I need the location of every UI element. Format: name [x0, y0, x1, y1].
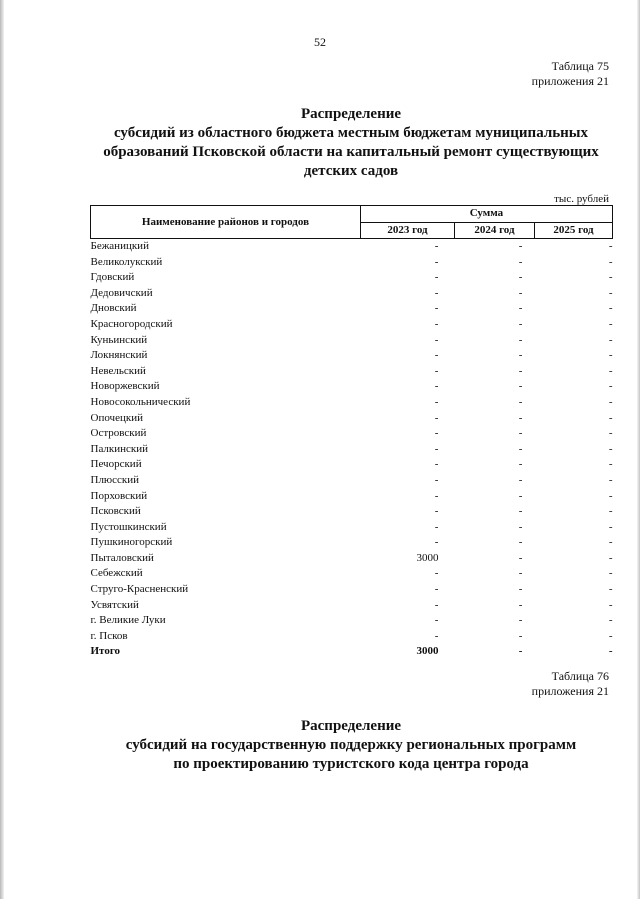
row-value-2025: - [608, 411, 613, 424]
row-name: г. Великие Луки [90, 614, 166, 627]
total-value-2024: - [518, 645, 523, 658]
table-76-title-line: Распределение [300, 718, 402, 734]
row-name: Печорский [90, 458, 142, 471]
row-value-2025: - [608, 505, 613, 518]
row-value-2023: - [434, 380, 439, 393]
row-value-2024: - [518, 364, 523, 377]
total-row [91, 644, 613, 660]
table-row [91, 426, 613, 442]
row-name: Красногородский [90, 317, 173, 330]
row-value-2024: - [518, 489, 523, 502]
row-name: Бежаницкий [90, 240, 149, 252]
table-row [91, 255, 613, 271]
table-row [91, 613, 613, 629]
table-75-ref-line1: Таблица 75 [551, 59, 609, 73]
table-75-reference [532, 59, 609, 89]
row-value-2025: - [608, 427, 613, 440]
row-value-2025: - [608, 458, 613, 471]
row-value-2024: - [518, 427, 523, 440]
row-name: Пушкиногорский [90, 536, 173, 549]
row-name: г. Псков [90, 629, 128, 642]
scan-edge-left [0, 0, 4, 899]
row-value-2024: - [518, 629, 523, 642]
row-value-2023: - [434, 427, 439, 440]
row-name: Локнянский [90, 349, 148, 362]
row-value-2024: - [518, 598, 523, 611]
column-header-sum: Сумма [360, 206, 612, 223]
units-label: тыс. рублей [554, 193, 609, 205]
row-value-2023: - [434, 395, 439, 408]
table-row [91, 520, 613, 536]
row-value-2024: - [518, 567, 523, 580]
row-name: Себежский [90, 567, 143, 580]
row-name: Пыталовский [90, 551, 154, 564]
row-value-2025: - [608, 240, 613, 252]
table-row [91, 333, 613, 349]
row-value-2023: - [434, 505, 439, 518]
row-name: Новосокольнический [90, 395, 191, 408]
row-value-2023: - [434, 317, 439, 330]
table-row [91, 551, 613, 567]
distribution-table [90, 205, 613, 660]
table-row [91, 270, 613, 286]
row-value-2025: - [608, 255, 613, 268]
row-value-2023: - [434, 458, 439, 471]
row-value-2025: - [608, 629, 613, 642]
row-value-2025: - [608, 583, 613, 596]
row-value-2025: - [608, 473, 613, 486]
row-value-2025: - [608, 364, 613, 377]
table-75-title-line: субсидий из областного бюджета местным бюджетам муниципальных [113, 125, 589, 141]
total-value-2025: - [608, 645, 613, 658]
row-value-2025: - [608, 598, 613, 611]
row-name: Островский [90, 427, 147, 440]
row-value-2023: - [434, 473, 439, 486]
row-value-2024: - [518, 520, 523, 533]
row-value-2024: - [518, 349, 523, 362]
column-header-name: Наименование районов и городов [91, 206, 361, 239]
row-value-2023: - [434, 598, 439, 611]
row-name: Псковский [90, 505, 141, 518]
row-value-2023: - [434, 629, 439, 642]
column-header-2025: 2025 год [534, 222, 612, 239]
row-value-2023: - [434, 255, 439, 268]
row-value-2024: - [518, 286, 523, 299]
row-value-2025: - [608, 271, 613, 284]
row-value-2023: - [434, 536, 439, 549]
row-value-2025: - [608, 442, 613, 455]
row-value-2023: - [434, 583, 439, 596]
column-header-2023: 2023 год [360, 222, 454, 239]
table-row [91, 286, 613, 302]
table-row [91, 411, 613, 427]
row-value-2023: 3000 [416, 551, 439, 564]
row-value-2023: - [434, 520, 439, 533]
table-row [91, 473, 613, 489]
table-row [91, 566, 613, 582]
table-row [91, 489, 613, 505]
row-name: Дедовичский [90, 286, 153, 299]
row-name: Плюсский [90, 473, 140, 486]
table-row [91, 301, 613, 317]
table-row [91, 379, 613, 395]
row-value-2023: - [434, 364, 439, 377]
row-value-2023: - [434, 302, 439, 315]
row-value-2024: - [518, 473, 523, 486]
row-value-2023: - [434, 333, 439, 346]
table-75-title-line: детских садов [303, 163, 399, 179]
row-value-2023: - [434, 442, 439, 455]
row-value-2025: - [608, 395, 613, 408]
row-name: Усвятский [90, 598, 139, 611]
row-value-2024: - [518, 536, 523, 549]
table-body [91, 239, 613, 661]
row-value-2024: - [518, 442, 523, 455]
row-value-2024: - [518, 302, 523, 315]
table-76-ref-line2: приложения 21 [531, 684, 609, 698]
row-name: Порховский [90, 489, 148, 502]
row-value-2023: - [434, 567, 439, 580]
column-header-2024: 2024 год [454, 222, 534, 239]
table-row [91, 629, 613, 645]
row-value-2024: - [518, 551, 523, 564]
row-name: Струго-Красненский [90, 583, 189, 596]
row-value-2023: - [434, 286, 439, 299]
table-row [91, 239, 613, 255]
table-76-title-line: субсидий на государственную поддержку региональных программ [125, 737, 577, 753]
table-row [91, 364, 613, 380]
row-value-2025: - [608, 520, 613, 533]
row-name: Куньинский [90, 333, 148, 346]
row-value-2025: - [608, 349, 613, 362]
row-name: Великолукский [90, 255, 163, 268]
row-value-2025: - [608, 380, 613, 393]
table-row [91, 348, 613, 364]
row-value-2024: - [518, 271, 523, 284]
row-value-2025: - [608, 317, 613, 330]
row-name: Палкинский [90, 442, 149, 455]
row-value-2024: - [518, 583, 523, 596]
row-value-2025: - [608, 536, 613, 549]
row-value-2024: - [518, 411, 523, 424]
row-value-2024: - [518, 458, 523, 471]
table-76-title-line: по проектированию туристского кода центра города [173, 756, 529, 772]
row-value-2025: - [608, 614, 613, 627]
row-value-2023: - [434, 349, 439, 362]
row-value-2025: - [608, 551, 613, 564]
row-value-2023: - [434, 614, 439, 627]
total-value-2023: 3000 [416, 645, 439, 658]
row-value-2025: - [608, 567, 613, 580]
row-value-2024: - [518, 505, 523, 518]
table-76-reference [532, 669, 609, 699]
row-value-2024: - [518, 317, 523, 330]
table-75-title-line: образований Псковской области на капитальный ремонт существующих [103, 144, 599, 160]
row-value-2025: - [608, 302, 613, 315]
row-value-2023: - [434, 411, 439, 424]
table-76-ref-line1: Таблица 76 [551, 669, 609, 683]
row-value-2024: - [518, 333, 523, 346]
page-number: 52 [314, 35, 326, 49]
row-name: Дновский [90, 302, 137, 315]
row-value-2023: - [434, 271, 439, 284]
row-value-2024: - [518, 395, 523, 408]
table-76-title [60, 717, 640, 774]
row-value-2024: - [518, 255, 523, 268]
row-value-2024: - [518, 614, 523, 627]
row-value-2025: - [608, 489, 613, 502]
row-value-2023: - [434, 489, 439, 502]
row-value-2025: - [608, 333, 613, 346]
row-name: Гдовский [90, 271, 135, 284]
table-row [91, 598, 613, 614]
row-name: Новоржевский [90, 380, 160, 393]
table-row [91, 504, 613, 520]
table-row [91, 395, 613, 411]
total-label: Итого [90, 645, 121, 658]
row-name: Невельский [90, 364, 146, 377]
row-value-2025: - [608, 286, 613, 299]
row-value-2024: - [518, 380, 523, 393]
table-75-title [60, 105, 640, 181]
table-row [91, 582, 613, 598]
table-75-title-line: Распределение [300, 106, 402, 122]
row-name: Пустошкинский [90, 520, 167, 533]
table-row [91, 442, 613, 458]
table-row [91, 535, 613, 551]
table-row [91, 317, 613, 333]
table-75-ref-line2: приложения 21 [531, 74, 609, 88]
row-name: Опочецкий [90, 411, 143, 424]
row-value-2024: - [518, 240, 523, 252]
table-row [91, 457, 613, 473]
row-value-2023: - [434, 240, 439, 252]
